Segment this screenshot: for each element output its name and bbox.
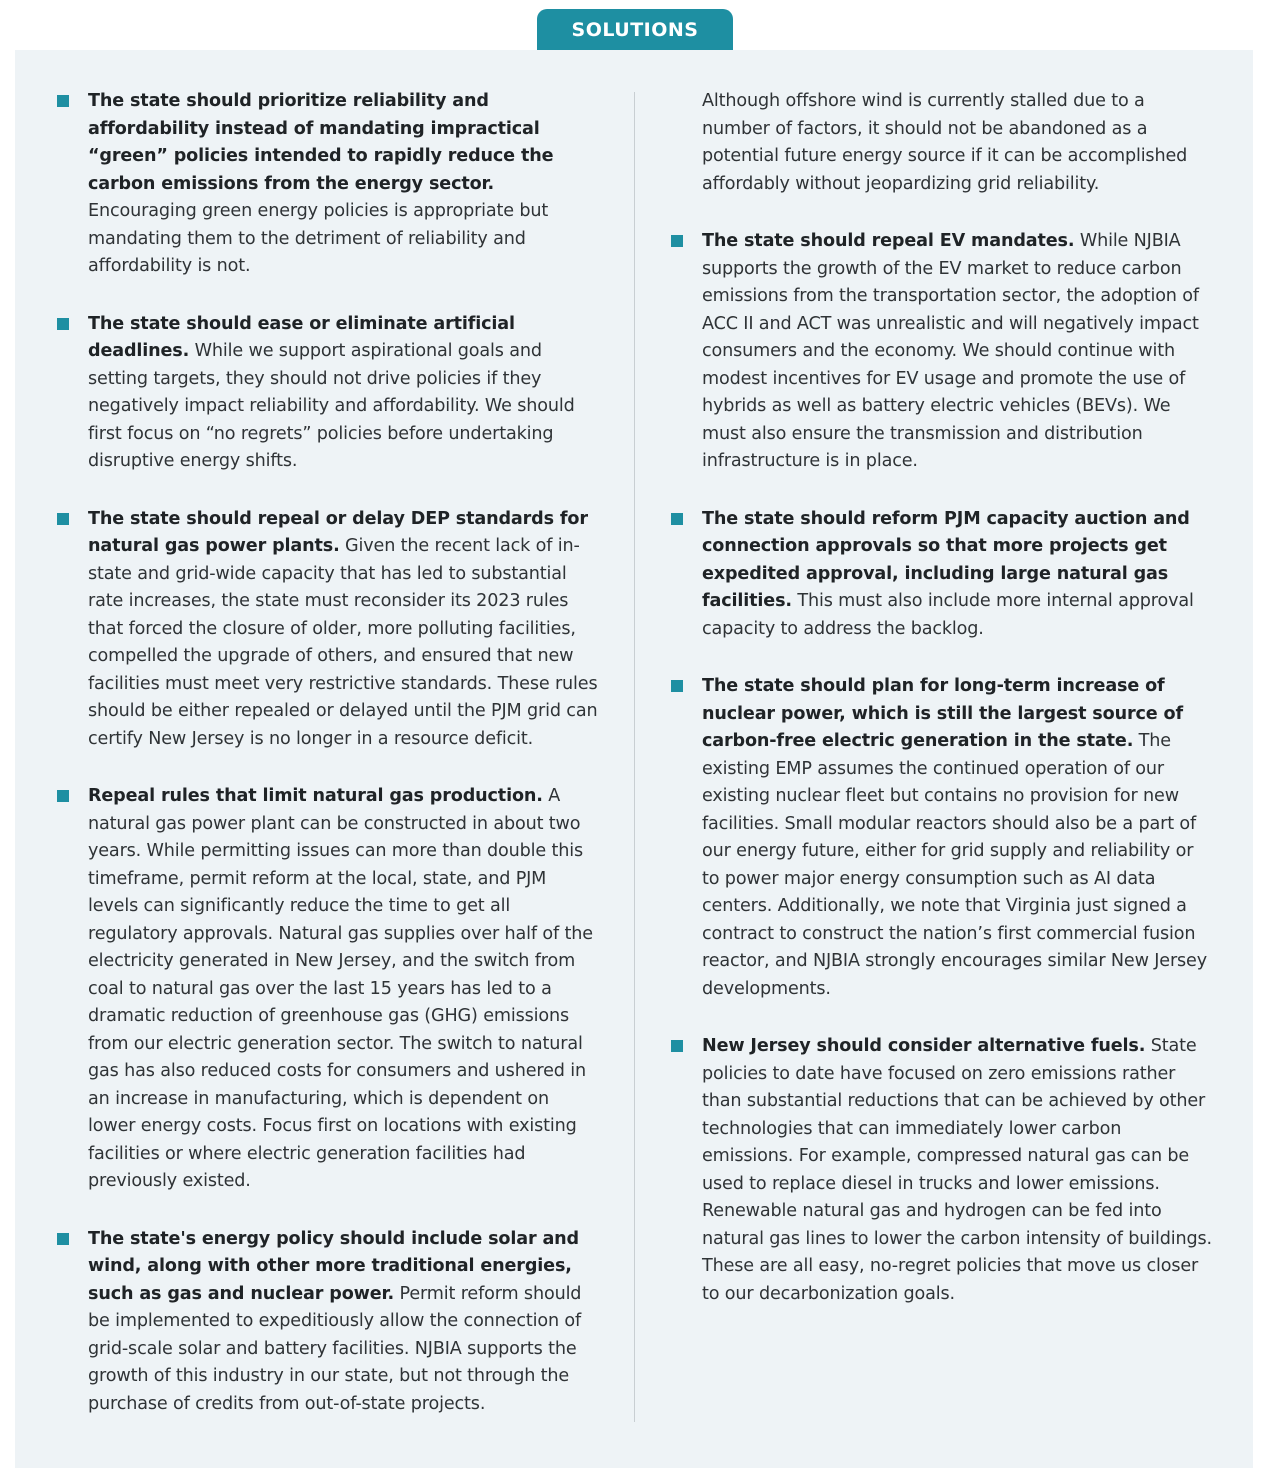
square-bullet-icon bbox=[57, 790, 69, 802]
solution-body: A natural gas power plant can be constructed in about two years. While permitting issues can more than double this timeframe, permit reform at the local, state, and PJM levels can significantly reduce the time to get all regulatory approvals. Natural gas supplies over half of the electricity generated in New Jersey, and the switch from coal to natural gas over the last 15 years has led to a dramatic reduction of greenhouse gas (GHG) emissions from our electric generation sector. The switch to natural gas has also reduced costs for consumers and ushered in an increase in manufacturing, which is dependent on lower energy costs. Focus first on locations with existing facilities or where electric generation facilities had previously existed. bbox=[88, 786, 593, 1191]
solution-item bbox=[55, 783, 600, 1196]
solution-lead: The state should prioritize reliability and affordability instead of mandating impractical “green” policies intended to rapidly reduce the carbon emissions from the energy sector. bbox=[88, 91, 554, 194]
solution-body: While we support aspirational goals and setting targets, they should not drive policies if they negatively impact reliability and affordability. We should first focus on “no regrets” policies before undertaking disruptive energy shifts. bbox=[88, 341, 575, 471]
solution-lead: Repeal rules that limit natural gas production. bbox=[88, 786, 543, 806]
continuation-text: Although offshore wind is currently stalled due to a number of factors, it should not be abandoned as a potential future energy source if it can be accomplished affordably without jeopardizing grid reliability. bbox=[702, 91, 1188, 194]
square-bullet-icon bbox=[671, 235, 683, 247]
solution-body: State policies to date have focused on zero emissions rather than substantial reductions that can be achieved by other technologies that can immediately lower carbon emissions. For example, compressed natural gas can be used to replace diesel in trucks and lower emissions. Renewable natural gas and hydrogen can be fed into natural gas lines to lower the carbon intensity of buildings. These are all easy, no-regret policies that move us closer to our decarbonization goals. bbox=[702, 1036, 1212, 1304]
solution-item bbox=[669, 673, 1214, 1003]
solution-item bbox=[55, 311, 600, 476]
square-bullet-icon bbox=[57, 95, 69, 107]
square-bullet-icon bbox=[57, 318, 69, 330]
solution-item bbox=[55, 506, 600, 754]
square-bullet-icon bbox=[671, 513, 683, 525]
square-bullet-icon bbox=[57, 1233, 69, 1245]
square-bullet-icon bbox=[57, 513, 69, 525]
column-divider bbox=[634, 92, 635, 1422]
solutions-tab: SOLUTIONS bbox=[537, 9, 733, 51]
solution-item bbox=[669, 506, 1214, 644]
solution-body: The existing EMP assumes the continued operation of our existing nuclear fleet but contains no provision for new facilities. Small modular reactors should also be a part of our energy future, either for grid supply and reliability or to power major energy consumption such as AI data centers. Additionally, we note that Virginia just signed a contract to construct the nation’s first commercial fusion reactor, and NJBIA strongly encourages similar New Jersey developments. bbox=[702, 731, 1207, 999]
solution-body: Permit reform should be implemented to expeditiously allow the connection of grid-scale solar and battery facilities. NJBIA supports the growth of this industry in our state, but not through the purchase of credits from out-of-state projects. bbox=[88, 1283, 582, 1414]
solution-body: While NJBIA supports the growth of the EV market to reduce carbon emissions from the transportation sector, the adoption of ACC II and ACT was unrealistic and will negatively impact consumers and the economy. We should continue with modest incentives for EV usage and promote the use of hybrids as well as battery electric vehicles (BEVs). We must also ensure the transmission and distribution infrastructure is in place. bbox=[702, 231, 1199, 471]
solution-lead: The state should repeal EV mandates. bbox=[702, 231, 1075, 251]
solution-body: This must also include more internal approval capacity to address the backlog. bbox=[702, 591, 1194, 639]
solution-lead: The state should reform PJM capacity auction and connection approvals so that more projects get expedited approval, including large natural gas facilities. bbox=[702, 508, 1190, 611]
solution-lead: The state should plan for long-term increase of nuclear power, which is still the largest source of carbon-free electric generation in the state. bbox=[702, 676, 1183, 751]
right-column bbox=[669, 88, 1214, 1338]
solution-lead: New Jersey should consider alternative fuels. bbox=[702, 1036, 1146, 1056]
square-bullet-icon bbox=[671, 680, 683, 692]
solution-lead: The state should repeal or delay DEP standards for natural gas power plants. bbox=[88, 508, 588, 556]
solution-lead: The state's energy policy should include solar and wind, along with other more traditional energies, such as gas and nuclear power. bbox=[88, 1228, 579, 1304]
solution-lead: The state should ease or eliminate artificial deadlines. bbox=[88, 313, 515, 361]
solution-body: Given the recent lack of in-state and grid-wide capacity that has led to substantial rate increases, the state must reconsider its 2023 rules that forced the closure of older, more polluting facilities, compelled the upgrade of others, and ensured that new facilities must meet very restrictive standards. These rules should be either repealed or delayed until the PJM grid can certify New Jersey is no longer in a resource deficit. bbox=[88, 536, 598, 749]
solution-continuation bbox=[669, 88, 1214, 198]
solution-item bbox=[55, 1226, 600, 1419]
solution-body: Encouraging green energy policies is appropriate but mandating them to the detriment of reliability and affordability is not. bbox=[88, 201, 549, 276]
square-bullet-icon bbox=[671, 1040, 683, 1052]
solution-item bbox=[55, 88, 600, 281]
solution-item bbox=[669, 228, 1214, 476]
solution-item bbox=[669, 1033, 1214, 1308]
left-column bbox=[55, 88, 600, 1448]
